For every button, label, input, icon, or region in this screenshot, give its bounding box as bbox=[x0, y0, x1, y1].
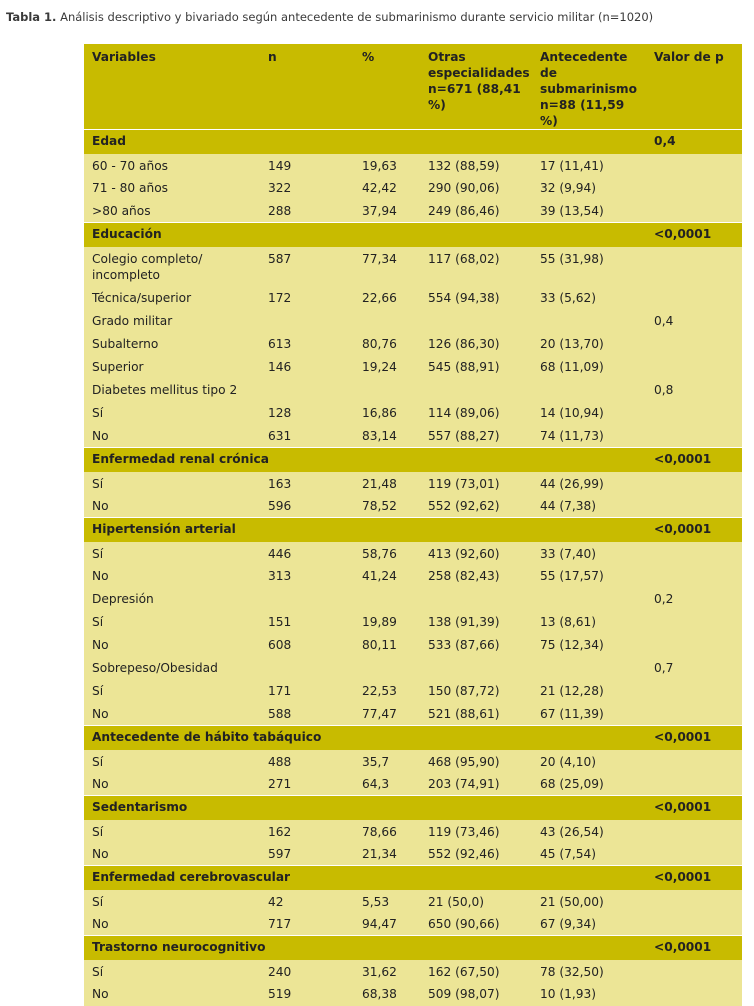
cell-n: 128 bbox=[260, 402, 354, 425]
cell-otras: 545 (88,91) bbox=[420, 356, 532, 379]
cell-variable: Sí bbox=[84, 890, 260, 913]
cell-otras: 552 (92,46) bbox=[420, 843, 532, 866]
header-antecedente bbox=[532, 44, 646, 130]
table-row bbox=[84, 820, 742, 843]
cell-antecedente: 43 (26,54) bbox=[532, 820, 646, 843]
cell-otras: 21 (50,0) bbox=[420, 890, 532, 913]
cell-p-value bbox=[646, 154, 742, 177]
cell-otras: 533 (87,66) bbox=[420, 634, 532, 657]
cell-variable: 60 - 70 años bbox=[84, 154, 260, 177]
section-p-value: 0,4 bbox=[646, 130, 742, 154]
table-row bbox=[84, 333, 742, 356]
cell-antecedente bbox=[532, 657, 646, 680]
table-row bbox=[84, 843, 742, 866]
cell-p-value bbox=[646, 680, 742, 703]
section-label: Enfermedad cerebrovascular bbox=[84, 866, 646, 890]
cell-p-value bbox=[646, 611, 742, 634]
cell-pct: 5,53 bbox=[354, 890, 420, 913]
cell-pct: 77,47 bbox=[354, 703, 420, 726]
cell-variable: No bbox=[84, 843, 260, 866]
caption-text: Análisis descriptivo y bivariado según antecedente de submarinismo durante servicio militar (n=1020) bbox=[60, 10, 654, 24]
table-row bbox=[84, 750, 742, 773]
cell-antecedente: 45 (7,54) bbox=[532, 843, 646, 866]
cell-pct: 78,66 bbox=[354, 820, 420, 843]
cell-variable: Técnica/superior bbox=[84, 287, 260, 310]
table-row bbox=[84, 287, 742, 310]
table-row bbox=[84, 960, 742, 983]
header-variables: Variables bbox=[84, 44, 260, 130]
cell-p-value bbox=[646, 495, 742, 518]
cell-n: 588 bbox=[260, 703, 354, 726]
section-p-value: <0,0001 bbox=[646, 223, 742, 247]
cell-antecedente: 10 (1,93) bbox=[532, 983, 646, 1006]
cell-antecedente: 39 (13,54) bbox=[532, 200, 646, 223]
cell-otras: 132 (88,59) bbox=[420, 154, 532, 177]
cell-n: 608 bbox=[260, 634, 354, 657]
cell-n bbox=[260, 588, 354, 611]
cell-n: 288 bbox=[260, 200, 354, 223]
table-header-row bbox=[84, 44, 742, 130]
section-p-value: <0,0001 bbox=[646, 936, 742, 960]
table-row bbox=[84, 890, 742, 913]
cell-otras bbox=[420, 310, 532, 333]
table-caption bbox=[6, 10, 750, 24]
cell-antecedente: 17 (11,41) bbox=[532, 154, 646, 177]
cell-n bbox=[260, 379, 354, 402]
header-n: n bbox=[260, 44, 354, 130]
cell-pct: 94,47 bbox=[354, 913, 420, 936]
cell-otras: 552 (92,62) bbox=[420, 495, 532, 518]
section-row-sedentarismo bbox=[84, 796, 742, 820]
cell-n: 171 bbox=[260, 680, 354, 703]
cell-n: 149 bbox=[260, 154, 354, 177]
cell-otras: 258 (82,43) bbox=[420, 565, 532, 588]
cell-variable: Superior bbox=[84, 356, 260, 379]
table-row bbox=[84, 495, 742, 518]
table-row bbox=[84, 310, 742, 333]
cell-antecedente: 21 (12,28) bbox=[532, 680, 646, 703]
cell-variable: No bbox=[84, 913, 260, 936]
section-p-value: <0,0001 bbox=[646, 866, 742, 890]
cell-variable: No bbox=[84, 773, 260, 796]
header-otras-line1: Otras bbox=[428, 50, 466, 64]
cell-variable: No bbox=[84, 495, 260, 518]
table-row bbox=[84, 657, 742, 680]
table-row bbox=[84, 247, 742, 287]
cell-antecedente: 33 (5,62) bbox=[532, 287, 646, 310]
cell-n: 172 bbox=[260, 287, 354, 310]
cell-pct: 19,24 bbox=[354, 356, 420, 379]
cell-antecedente: 67 (9,34) bbox=[532, 913, 646, 936]
cell-p-value: 0,4 bbox=[646, 310, 742, 333]
cell-p-value bbox=[646, 402, 742, 425]
cell-p-value bbox=[646, 983, 742, 1006]
cell-pct: 64,3 bbox=[354, 773, 420, 796]
cell-n: 587 bbox=[260, 247, 354, 287]
cell-n bbox=[260, 310, 354, 333]
section-label: Hipertensión arterial bbox=[84, 518, 646, 542]
cell-otras: 554 (94,38) bbox=[420, 287, 532, 310]
section-label: Sedentarismo bbox=[84, 796, 646, 820]
section-label: Enfermedad renal crónica bbox=[84, 448, 646, 472]
cell-p-value bbox=[646, 472, 742, 495]
cell-n: 613 bbox=[260, 333, 354, 356]
cell-p-value bbox=[646, 960, 742, 983]
cell-n: 151 bbox=[260, 611, 354, 634]
cell-variable: Sobrepeso/Obesidad bbox=[84, 657, 260, 680]
cell-variable: Sí bbox=[84, 542, 260, 565]
cell-otras: 509 (98,07) bbox=[420, 983, 532, 1006]
cell-pct: 19,89 bbox=[354, 611, 420, 634]
cell-antecedente: 21 (50,00) bbox=[532, 890, 646, 913]
table-row bbox=[84, 356, 742, 379]
cell-pct bbox=[354, 379, 420, 402]
cell-p-value bbox=[646, 247, 742, 287]
cell-variable: No bbox=[84, 425, 260, 448]
cell-p-value bbox=[646, 843, 742, 866]
cell-otras: 521 (88,61) bbox=[420, 703, 532, 726]
cell-antecedente: 13 (8,61) bbox=[532, 611, 646, 634]
cell-antecedente bbox=[532, 379, 646, 402]
cell-pct: 41,24 bbox=[354, 565, 420, 588]
cell-antecedente: 74 (11,73) bbox=[532, 425, 646, 448]
cell-otras: 468 (95,90) bbox=[420, 750, 532, 773]
cell-otras bbox=[420, 657, 532, 680]
table-row bbox=[84, 983, 742, 1006]
cell-p-value bbox=[646, 703, 742, 726]
cell-n: 163 bbox=[260, 472, 354, 495]
cell-p-value bbox=[646, 333, 742, 356]
header-otras bbox=[420, 44, 532, 130]
cell-n: 162 bbox=[260, 820, 354, 843]
cell-n: 313 bbox=[260, 565, 354, 588]
cell-n: 519 bbox=[260, 983, 354, 1006]
table-row bbox=[84, 634, 742, 657]
cell-variable: Sí bbox=[84, 611, 260, 634]
cell-otras bbox=[420, 588, 532, 611]
table-row bbox=[84, 472, 742, 495]
cell-p-value bbox=[646, 177, 742, 200]
table-row bbox=[84, 200, 742, 223]
cell-n: 446 bbox=[260, 542, 354, 565]
section-label: Educación bbox=[84, 223, 646, 247]
cell-otras: 203 (74,91) bbox=[420, 773, 532, 796]
section-p-value: <0,0001 bbox=[646, 448, 742, 472]
table-row bbox=[84, 680, 742, 703]
cell-variable: Sí bbox=[84, 680, 260, 703]
cell-antecedente: 20 (13,70) bbox=[532, 333, 646, 356]
cell-otras: 650 (90,66) bbox=[420, 913, 532, 936]
cell-n: 322 bbox=[260, 177, 354, 200]
cell-antecedente: 55 (31,98) bbox=[532, 247, 646, 287]
cell-variable: 71 - 80 años bbox=[84, 177, 260, 200]
table-row bbox=[84, 542, 742, 565]
cell-pct: 42,42 bbox=[354, 177, 420, 200]
header-ant-line2: submarinismo bbox=[540, 82, 637, 96]
header-ant-line1: Antecedente de bbox=[540, 50, 628, 80]
cell-antecedente: 14 (10,94) bbox=[532, 402, 646, 425]
table-row bbox=[84, 565, 742, 588]
data-table bbox=[84, 44, 742, 1006]
cell-p-value bbox=[646, 200, 742, 223]
cell-pct: 21,48 bbox=[354, 472, 420, 495]
cell-otras: 162 (67,50) bbox=[420, 960, 532, 983]
cell-antecedente: 78 (32,50) bbox=[532, 960, 646, 983]
section-label: Antecedente de hábito tabáquico bbox=[84, 726, 646, 750]
cell-antecedente: 32 (9,94) bbox=[532, 177, 646, 200]
cell-pct: 22,66 bbox=[354, 287, 420, 310]
cell-variable: Sí bbox=[84, 402, 260, 425]
cell-otras: 413 (92,60) bbox=[420, 542, 532, 565]
cell-otras: 114 (89,06) bbox=[420, 402, 532, 425]
cell-otras: 119 (73,46) bbox=[420, 820, 532, 843]
cell-n: 271 bbox=[260, 773, 354, 796]
section-row-tabaco bbox=[84, 726, 742, 750]
cell-variable: Grado militar bbox=[84, 310, 260, 333]
table-row bbox=[84, 588, 742, 611]
cell-pct: 22,53 bbox=[354, 680, 420, 703]
cell-pct: 80,11 bbox=[354, 634, 420, 657]
section-label: Trastorno neurocognitivo bbox=[84, 936, 646, 960]
cell-variable: Diabetes mellitus tipo 2 bbox=[84, 379, 260, 402]
cell-antecedente bbox=[532, 310, 646, 333]
cell-pct: 58,76 bbox=[354, 542, 420, 565]
table-row bbox=[84, 379, 742, 402]
header-ant-line3: n=88 (11,59 %) bbox=[540, 98, 625, 128]
cell-antecedente: 44 (7,38) bbox=[532, 495, 646, 518]
header-otras-line2: especialidades bbox=[428, 66, 530, 80]
cell-pct: 21,34 bbox=[354, 843, 420, 866]
table-row bbox=[84, 154, 742, 177]
cell-p-value bbox=[646, 890, 742, 913]
section-row-hta bbox=[84, 518, 742, 542]
cell-pct: 83,14 bbox=[354, 425, 420, 448]
caption-label: Tabla 1. bbox=[6, 10, 57, 24]
cell-n: 597 bbox=[260, 843, 354, 866]
cell-variable: >80 años bbox=[84, 200, 260, 223]
cell-n: 596 bbox=[260, 495, 354, 518]
section-row-erc bbox=[84, 448, 742, 472]
cell-p-value bbox=[646, 565, 742, 588]
section-row-ecv bbox=[84, 866, 742, 890]
cell-variable: Depresión bbox=[84, 588, 260, 611]
section-row-edad bbox=[84, 130, 742, 154]
cell-otras: 117 (68,02) bbox=[420, 247, 532, 287]
cell-p-value bbox=[646, 356, 742, 379]
cell-p-value: 0,2 bbox=[646, 588, 742, 611]
cell-n: 240 bbox=[260, 960, 354, 983]
cell-p-value: 0,8 bbox=[646, 379, 742, 402]
header-p-value: Valor de p bbox=[646, 44, 742, 130]
cell-p-value bbox=[646, 913, 742, 936]
cell-antecedente bbox=[532, 588, 646, 611]
cell-n: 42 bbox=[260, 890, 354, 913]
table-row bbox=[84, 425, 742, 448]
cell-antecedente: 67 (11,39) bbox=[532, 703, 646, 726]
cell-variable: Sí bbox=[84, 750, 260, 773]
cell-pct bbox=[354, 657, 420, 680]
table-row bbox=[84, 773, 742, 796]
cell-n bbox=[260, 657, 354, 680]
cell-n: 488 bbox=[260, 750, 354, 773]
cell-p-value bbox=[646, 820, 742, 843]
cell-otras: 557 (88,27) bbox=[420, 425, 532, 448]
table-row bbox=[84, 913, 742, 936]
cell-n: 717 bbox=[260, 913, 354, 936]
cell-pct: 78,52 bbox=[354, 495, 420, 518]
table-row bbox=[84, 402, 742, 425]
cell-antecedente: 68 (11,09) bbox=[532, 356, 646, 379]
table-row bbox=[84, 703, 742, 726]
cell-pct: 16,86 bbox=[354, 402, 420, 425]
cell-p-value bbox=[646, 634, 742, 657]
cell-pct bbox=[354, 588, 420, 611]
cell-variable: Colegio completo/ incompleto bbox=[84, 247, 260, 287]
cell-pct: 68,38 bbox=[354, 983, 420, 1006]
table-row bbox=[84, 611, 742, 634]
cell-otras: 119 (73,01) bbox=[420, 472, 532, 495]
cell-p-value bbox=[646, 542, 742, 565]
cell-pct: 19,63 bbox=[354, 154, 420, 177]
section-p-value: <0,0001 bbox=[646, 796, 742, 820]
cell-p-value bbox=[646, 287, 742, 310]
header-otras-line3: n=671 (88,41 %) bbox=[428, 82, 521, 112]
cell-pct: 35,7 bbox=[354, 750, 420, 773]
cell-p-value: 0,7 bbox=[646, 657, 742, 680]
section-p-value: <0,0001 bbox=[646, 726, 742, 750]
cell-otras: 249 (86,46) bbox=[420, 200, 532, 223]
cell-pct bbox=[354, 310, 420, 333]
cell-variable: Sí bbox=[84, 960, 260, 983]
header-pct: % bbox=[354, 44, 420, 130]
cell-variable: No bbox=[84, 634, 260, 657]
cell-n: 631 bbox=[260, 425, 354, 448]
cell-variable: No bbox=[84, 565, 260, 588]
cell-otras: 290 (90,06) bbox=[420, 177, 532, 200]
cell-variable: Sí bbox=[84, 472, 260, 495]
cell-antecedente: 75 (12,34) bbox=[532, 634, 646, 657]
cell-antecedente: 44 (26,99) bbox=[532, 472, 646, 495]
cell-antecedente: 20 (4,10) bbox=[532, 750, 646, 773]
cell-pct: 80,76 bbox=[354, 333, 420, 356]
cell-p-value bbox=[646, 425, 742, 448]
cell-p-value bbox=[646, 773, 742, 796]
cell-variable: No bbox=[84, 983, 260, 1006]
cell-antecedente: 55 (17,57) bbox=[532, 565, 646, 588]
cell-pct: 77,34 bbox=[354, 247, 420, 287]
section-row-neurocognitivo bbox=[84, 936, 742, 960]
cell-pct: 37,94 bbox=[354, 200, 420, 223]
cell-variable: Subalterno bbox=[84, 333, 260, 356]
cell-n: 146 bbox=[260, 356, 354, 379]
cell-otras: 150 (87,72) bbox=[420, 680, 532, 703]
table-row bbox=[84, 177, 742, 200]
cell-otras: 126 (86,30) bbox=[420, 333, 532, 356]
section-row-educacion bbox=[84, 223, 742, 247]
cell-antecedente: 68 (25,09) bbox=[532, 773, 646, 796]
cell-p-value bbox=[646, 750, 742, 773]
cell-pct: 31,62 bbox=[354, 960, 420, 983]
cell-variable: Sí bbox=[84, 820, 260, 843]
cell-antecedente: 33 (7,40) bbox=[532, 542, 646, 565]
cell-variable: No bbox=[84, 703, 260, 726]
section-p-value: <0,0001 bbox=[646, 518, 742, 542]
section-label: Edad bbox=[84, 130, 646, 154]
cell-otras bbox=[420, 379, 532, 402]
cell-otras: 138 (91,39) bbox=[420, 611, 532, 634]
